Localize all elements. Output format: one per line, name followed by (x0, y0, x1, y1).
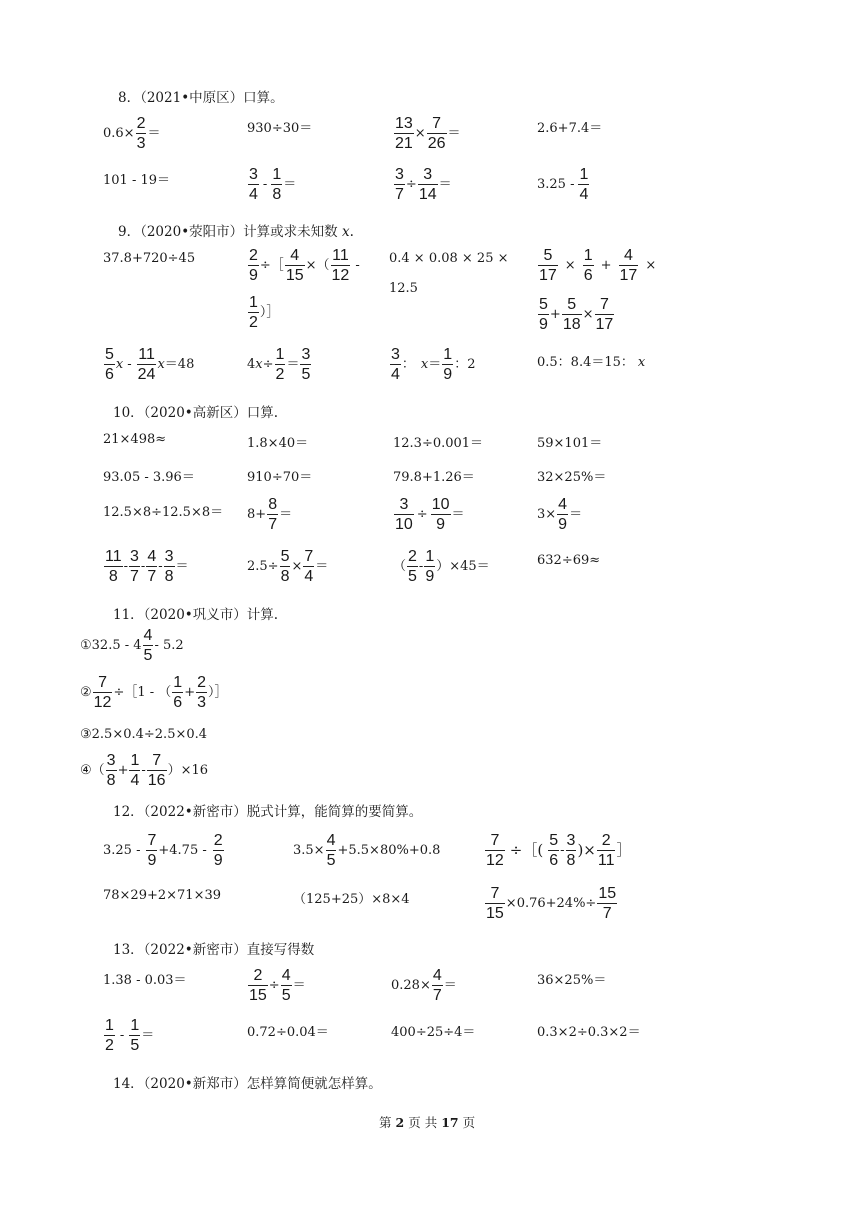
q10-item-15 (393, 546, 490, 586)
fraction: 4 5 (326, 831, 336, 869)
text: ＝ (147, 125, 161, 141)
q10-item-2: 1.8×40＝ (247, 436, 309, 451)
q13-header: 13．（2022•新密市）直接写得数 (113, 942, 315, 958)
text: 0.6× (103, 125, 135, 141)
fraction: 1 6 (583, 246, 593, 284)
fraction: 5 6 (549, 831, 559, 869)
fraction: 1 9 (443, 345, 453, 383)
fraction: 1 2 (275, 345, 285, 383)
q9-item-3b: 12.5 (389, 281, 418, 296)
fraction: 15 7 (598, 884, 617, 922)
q13-item-3 (391, 965, 457, 1005)
text: × (582, 306, 594, 322)
page-total: 17 (441, 1115, 459, 1130)
text: ＝ (443, 977, 457, 993)
text: ÷［1 - （ (113, 684, 172, 700)
text: x (157, 356, 165, 372)
text: × (564, 257, 576, 273)
fraction: 4 9 (558, 495, 568, 533)
q13-item-1: 1.38 - 0.03＝ (103, 973, 187, 988)
q9-item-6 (247, 344, 312, 384)
text: ＝ (286, 356, 300, 372)
text: ÷ (268, 977, 280, 993)
q9-item-4a (537, 245, 656, 285)
text: x (115, 356, 124, 372)
fraction: 3 8 (106, 751, 116, 789)
text: ＝ (447, 125, 461, 141)
fraction: 13 21 (395, 114, 413, 152)
text: ）×45＝ (436, 558, 490, 574)
fraction: 4 5 (143, 626, 153, 664)
text: - (119, 1027, 125, 1043)
text: )× (577, 840, 596, 859)
text: ）×16 (167, 762, 209, 778)
fraction: 5 6 (105, 345, 114, 383)
text: × (645, 257, 657, 273)
text: ④（ (80, 762, 105, 778)
q9-item-2b (247, 292, 279, 332)
text: ＝ (315, 558, 329, 574)
fraction: 7 17 (595, 295, 614, 333)
q8-header: 8．（2021•中原区）口算。 (118, 90, 284, 106)
text: 3.25 - (103, 842, 141, 858)
text: ）］ (259, 304, 280, 320)
q10-item-13 (103, 546, 189, 586)
fraction: 4 17 (619, 246, 638, 284)
q13-item-2 (247, 965, 306, 1005)
fraction: 1 6 (173, 673, 183, 711)
q10-item-16: 632÷69≈ (537, 553, 601, 568)
fraction: 1 8 (272, 165, 282, 203)
text: - (158, 558, 163, 574)
fraction: 7 12 (486, 831, 504, 869)
fraction: 7 4 (304, 547, 314, 585)
fraction: 8 7 (268, 495, 278, 533)
text: - (127, 356, 132, 372)
fraction: 5 8 (280, 547, 290, 585)
text: - (141, 762, 146, 778)
q10-item-7: 79.8+1.26＝ (393, 470, 475, 485)
text: 0.28× (391, 977, 431, 993)
q12-item-2 (293, 830, 440, 870)
text: ＝ (292, 977, 306, 993)
q12-item-3 (484, 830, 631, 870)
q9-item-7 (389, 344, 475, 384)
q8-item-1 (103, 113, 161, 153)
q13-item-7: 400÷25÷4＝ (391, 1025, 476, 1040)
text: - (123, 558, 129, 574)
q14-header: 14．（2020•新郑市）怎样算简便就怎样算。 (113, 1076, 382, 1092)
fraction: 3 7 (395, 165, 404, 203)
fraction: 2 9 (249, 246, 258, 284)
fraction: 11 8 (105, 547, 122, 585)
text: 4 (247, 356, 256, 372)
text: ÷［ (259, 257, 284, 273)
fraction: 11 24 (137, 345, 156, 383)
fraction: 3 4 (391, 345, 400, 383)
text: × (291, 558, 303, 574)
text: ＝ (428, 356, 442, 372)
q10-item-11 (393, 494, 465, 534)
text: x (420, 356, 429, 372)
text: +5.5×80%+0.8 (337, 842, 441, 858)
fraction: 7 16 (147, 751, 166, 789)
text: ＝ (141, 1027, 155, 1043)
q9-item-2a (247, 245, 360, 285)
q12-item-6 (484, 883, 618, 923)
q13-item-4: 36×25%＝ (537, 973, 607, 988)
fraction: 2 3 (197, 673, 206, 711)
text: ② (80, 684, 92, 700)
q10-header: 10．（2020•高新区）口算. (113, 405, 279, 421)
text: - (355, 257, 360, 273)
q10-item-5: 93.05 - 3.96＝ (103, 470, 195, 485)
q12-item-1 (103, 830, 225, 870)
text: × (414, 125, 426, 141)
fraction: 2 3 (136, 114, 146, 152)
fraction: 4 15 (285, 246, 304, 284)
text: ］ (616, 840, 632, 859)
fraction: 3 8 (164, 547, 174, 585)
q9-header: 9．（2020•荥阳市）计算或求未知数 x. (118, 224, 354, 240)
text: + (255, 506, 267, 522)
fraction: 4 7 (432, 966, 442, 1004)
q8-item-4: 2.6+7.4＝ (537, 121, 603, 136)
fraction: 1 5 (130, 1016, 140, 1054)
fraction: 11 12 (331, 246, 350, 284)
q13-item-6: 0.72÷0.04＝ (247, 1025, 329, 1040)
text: ÷［( (509, 840, 544, 859)
text: x (255, 356, 263, 372)
q11-item-1 (80, 625, 184, 665)
fraction: 3 10 (395, 495, 413, 533)
text: ： (401, 356, 415, 372)
q9-item-1: 37.8+720÷45 (103, 251, 196, 266)
fraction: 5 18 (562, 295, 581, 333)
text: 8 (247, 506, 256, 522)
text: ÷ (405, 176, 417, 192)
text: - (140, 558, 146, 574)
text: ：2 (454, 356, 476, 372)
text: + (184, 684, 196, 700)
q10-item-1: 21×498≈ (103, 432, 167, 447)
q12-item-5: （125+25）×8×4 (293, 892, 410, 907)
q10-item-3: 12.3÷0.001＝ (393, 436, 484, 451)
q10-item-6: 910÷70＝ (247, 470, 313, 485)
text: - 5.2 (154, 637, 184, 653)
text: 3× (537, 506, 557, 522)
text: + (549, 306, 561, 322)
fraction: 2 9 (213, 831, 223, 869)
q10-item-8: 32×25%＝ (537, 470, 607, 485)
text: - (560, 842, 565, 858)
text: +4.75 - (158, 842, 207, 858)
fraction: 3 5 (301, 345, 311, 383)
fraction: 1 9 (425, 547, 435, 585)
q12-header: 12．（2022•新密市）脱式计算，能简算的要简算。 (113, 804, 423, 820)
fraction: 4 7 (147, 547, 157, 585)
text: ÷ (262, 356, 274, 372)
text: ＝ (451, 506, 465, 522)
q8-item-6 (247, 164, 296, 204)
fraction: 3 8 (566, 831, 576, 869)
text: ＝ (279, 506, 293, 522)
text: ＝ (283, 176, 297, 192)
q11-header: 11．（2020•巩义市）计算. (113, 607, 279, 623)
fraction: 2 11 (597, 831, 615, 869)
fraction: 2 15 (249, 966, 267, 1004)
fraction: 7 9 (147, 831, 157, 869)
q9-item-4b (537, 294, 615, 334)
text: - (418, 558, 424, 574)
text: ＝ (569, 506, 583, 522)
fraction: 7 15 (486, 884, 504, 922)
text: + (600, 257, 612, 273)
q10-item-12 (537, 494, 582, 534)
q10-item-14 (247, 546, 328, 586)
fraction: 4 5 (281, 966, 291, 1004)
text: 3.5× (293, 842, 325, 858)
q12-item-4: 78×29+2×71×39 (103, 888, 222, 903)
text: （ (393, 558, 407, 574)
text: ×0.76+24%÷ (505, 895, 597, 911)
fraction: 1 2 (249, 293, 258, 331)
text: ）］ (208, 684, 228, 700)
fraction: 5 9 (539, 295, 548, 333)
fraction: 3 14 (418, 165, 437, 203)
q8-item-7 (393, 164, 452, 204)
q9-item-5 (103, 344, 194, 384)
text: ＝48 (164, 356, 195, 372)
fraction: 7 12 (93, 673, 112, 711)
text: 2.5÷ (247, 558, 279, 574)
text: - (262, 176, 268, 192)
text: ①32.5 - 4 (80, 637, 142, 653)
text: ＝ (438, 176, 452, 192)
fraction: 1 2 (105, 1016, 114, 1054)
text: 3.25 - (537, 176, 575, 192)
page-number: 2 (395, 1115, 405, 1130)
q8-item-2: 930÷30＝ (247, 121, 313, 136)
text: ×（ (305, 257, 330, 273)
q11-item-2 (80, 672, 228, 712)
page-footer: 第 2 页 共 17 页 (379, 1115, 476, 1130)
text: + (117, 762, 129, 778)
q11-item-4 (80, 750, 208, 790)
q8-item-3 (393, 113, 461, 153)
q8-item-8 (537, 164, 590, 204)
fraction: 3 4 (249, 165, 258, 203)
q10-item-4: 59×101＝ (537, 436, 603, 451)
fraction: 3 7 (130, 547, 139, 585)
fraction: 5 17 (539, 246, 557, 284)
q13-item-8: 0.3×2÷0.3×2＝ (537, 1025, 641, 1040)
fraction: 1 4 (130, 751, 140, 789)
q11-item-3: ③2.5×0.4÷2.5×0.4 (80, 727, 208, 742)
fraction: 2 5 (408, 547, 417, 585)
fraction: 1 4 (579, 165, 589, 203)
q8-item-5: 101 - 19＝ (103, 173, 171, 188)
fraction: 7 26 (427, 114, 446, 152)
q10-item-9: 12.5×8÷12.5×8＝ (103, 505, 224, 520)
q10-item-10 (247, 494, 292, 534)
text: ÷ (416, 506, 428, 522)
q9-item-8: 0.5：8.4＝15： x (537, 355, 646, 370)
fraction: 10 9 (431, 495, 450, 533)
q13-item-5 (103, 1015, 154, 1055)
text: ＝ (175, 558, 189, 574)
q9-item-3a: 0.4 × 0.08 × 25 × (389, 251, 509, 266)
